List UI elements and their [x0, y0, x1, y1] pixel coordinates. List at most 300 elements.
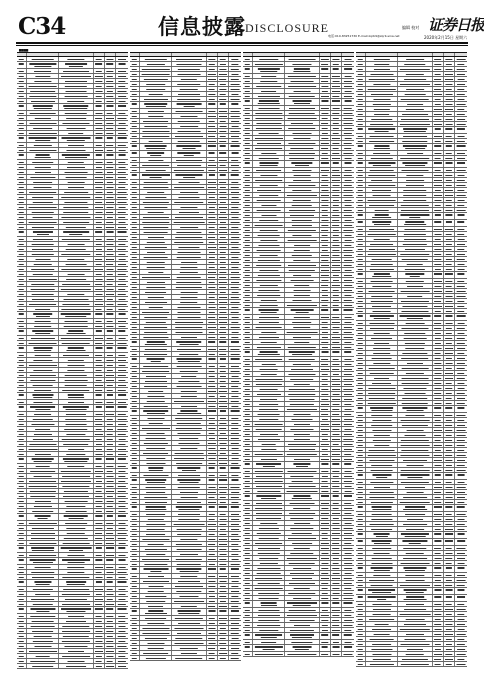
table-cell	[433, 178, 444, 182]
cell-text-mark	[293, 337, 311, 339]
table-cell	[253, 156, 285, 160]
cell-text-mark	[344, 538, 352, 540]
cell-text-mark	[232, 638, 239, 640]
cell-text-mark	[118, 76, 126, 78]
table-cell	[94, 363, 105, 367]
cell-text-mark	[293, 260, 310, 262]
table-cell	[320, 178, 331, 182]
cell-text-mark	[219, 643, 227, 645]
cell-text-mark	[144, 207, 167, 209]
cell-text-mark	[208, 282, 215, 284]
table-cell	[27, 272, 59, 276]
table-cell	[140, 537, 172, 541]
cell-text-mark	[344, 68, 352, 70]
cell-text-mark	[35, 309, 51, 311]
cell-text-mark	[132, 94, 136, 96]
table-cell	[172, 473, 206, 477]
table-cell	[105, 388, 116, 392]
table-cell	[342, 141, 354, 145]
table-cell	[320, 618, 331, 622]
cell-text-mark	[258, 620, 279, 622]
cell-text-mark	[245, 59, 249, 61]
table-cell	[17, 237, 27, 241]
table-cell	[342, 79, 354, 83]
cell-text-mark	[67, 274, 84, 276]
cell-text-mark	[332, 593, 339, 595]
cell-text-mark	[150, 361, 161, 362]
cell-text-mark	[146, 64, 164, 66]
cell-text-mark	[333, 300, 339, 302]
table-cell	[130, 225, 140, 229]
cell-text-mark	[403, 128, 427, 130]
cell-text-mark	[434, 185, 442, 187]
cell-text-mark	[68, 402, 84, 404]
table-cell	[17, 277, 27, 281]
table-cell	[331, 531, 342, 535]
cell-text-mark	[219, 623, 227, 625]
cell-text-mark	[33, 128, 53, 130]
table-cell	[285, 645, 319, 651]
cell-text-mark	[68, 347, 84, 349]
cell-text-mark	[256, 123, 281, 125]
cell-text-mark	[118, 254, 125, 256]
table-cell	[94, 654, 105, 658]
cell-text-mark	[106, 264, 114, 266]
cell-text-mark	[358, 170, 362, 172]
table-cell	[331, 258, 342, 262]
cell-text-mark	[320, 528, 328, 530]
cell-text-mark	[66, 227, 86, 229]
cell-text-mark	[19, 299, 23, 301]
table-cell	[27, 469, 59, 473]
cell-text-mark	[332, 491, 339, 493]
cell-text-mark	[321, 162, 329, 164]
cell-text-mark	[321, 523, 329, 525]
table-cell	[105, 148, 116, 152]
cell-text-mark	[219, 131, 226, 133]
table-cell	[105, 126, 116, 130]
cell-text-mark	[245, 424, 249, 426]
cell-text-mark	[219, 287, 227, 289]
cell-text-mark	[321, 543, 329, 545]
cell-text-mark	[118, 466, 127, 468]
cell-text-mark	[321, 553, 328, 555]
cell-text-mark	[132, 559, 136, 561]
table-cell	[320, 350, 331, 356]
table-cell	[94, 592, 105, 596]
table-cell	[116, 629, 128, 633]
table-cell	[116, 190, 128, 194]
cell-text-mark	[34, 81, 51, 83]
table-cell	[207, 210, 218, 214]
table-cell	[130, 260, 140, 264]
table-cell	[218, 235, 229, 239]
cell-text-mark	[457, 109, 464, 111]
table-cell	[116, 592, 128, 596]
table-cell	[59, 329, 93, 335]
cell-text-mark	[344, 290, 352, 292]
cell-text-mark	[219, 69, 226, 71]
table-cell	[105, 494, 116, 498]
cell-text-mark	[208, 160, 215, 162]
table-cell	[229, 505, 241, 511]
cell-text-mark	[95, 375, 102, 377]
cell-text-mark	[177, 467, 200, 469]
table-cell	[105, 358, 116, 362]
table-cell	[229, 537, 241, 541]
cell-text-mark	[118, 212, 127, 214]
cell-text-mark	[208, 170, 215, 172]
table-cell	[130, 320, 140, 324]
table-cell	[243, 556, 253, 560]
table-cell	[27, 346, 59, 352]
table-cell	[105, 607, 116, 613]
table-cell	[320, 442, 331, 446]
cell-text-mark	[63, 212, 89, 214]
table-cell	[366, 62, 398, 66]
table-cell	[285, 581, 319, 585]
table-cell	[172, 364, 206, 368]
cell-text-mark	[19, 118, 23, 120]
cell-text-mark	[95, 105, 102, 107]
cell-text-mark	[368, 128, 396, 130]
table-cell	[218, 451, 229, 455]
cell-text-mark	[257, 275, 279, 277]
cell-text-mark	[96, 666, 102, 668]
table-cell	[243, 62, 253, 66]
cell-text-mark	[208, 514, 214, 516]
cell-text-mark	[209, 596, 215, 598]
table-cell	[59, 74, 93, 78]
table-cell	[172, 97, 206, 101]
table-cell	[172, 265, 206, 269]
table-cell	[320, 248, 331, 252]
cell-text-mark	[148, 141, 163, 143]
table-cell	[94, 200, 105, 204]
cell-text-mark	[260, 602, 277, 604]
cell-text-mark	[208, 643, 215, 645]
table-cell	[130, 168, 140, 172]
table-cell	[116, 353, 128, 357]
table-cell	[17, 267, 27, 271]
cell-text-mark	[289, 270, 315, 272]
cell-text-mark	[219, 519, 226, 521]
cell-text-mark	[208, 653, 215, 655]
cell-text-mark	[208, 381, 215, 383]
cell-text-mark	[107, 444, 113, 446]
table-cell	[218, 275, 229, 279]
cell-text-mark	[245, 108, 249, 110]
table-cell	[218, 168, 229, 172]
cell-text-mark	[294, 245, 310, 247]
cell-text-mark	[245, 598, 249, 600]
cell-text-mark	[245, 359, 249, 361]
table-cell	[218, 134, 229, 138]
table-cell	[243, 618, 253, 622]
cell-text-mark	[245, 332, 249, 334]
table-cell	[17, 417, 27, 421]
cell-text-mark	[176, 568, 201, 570]
table-cell	[218, 512, 229, 516]
table-cell	[243, 462, 253, 468]
table-cell	[320, 484, 331, 488]
table-cell	[140, 82, 172, 86]
table-cell	[27, 170, 59, 174]
cell-text-mark	[256, 280, 281, 282]
table-cell	[253, 168, 285, 172]
table-cell	[105, 649, 116, 653]
cell-text-mark	[332, 538, 339, 540]
cell-text-mark	[445, 109, 453, 111]
cell-text-mark	[344, 364, 351, 366]
table-cell	[17, 79, 27, 83]
table-cell	[218, 245, 229, 249]
cell-text-mark	[219, 366, 226, 368]
cell-text-mark	[117, 429, 126, 431]
cell-text-mark	[106, 187, 113, 189]
table-cell	[285, 407, 319, 411]
cell-text-mark	[321, 364, 329, 366]
table-cell	[253, 546, 285, 550]
cell-text-mark	[95, 543, 103, 545]
table-cell	[444, 168, 455, 172]
cell-text-mark	[245, 508, 249, 510]
table-cell	[229, 394, 241, 398]
cell-text-mark	[95, 523, 102, 525]
table-cell	[27, 580, 59, 586]
table-cell	[207, 92, 218, 96]
cell-text-mark	[132, 443, 136, 445]
cell-text-mark	[19, 604, 23, 606]
cell-text-mark	[321, 602, 328, 604]
cell-text-mark	[67, 365, 84, 367]
cell-text-mark	[261, 444, 276, 446]
cell-text-mark	[64, 515, 89, 517]
cell-text-mark	[219, 549, 226, 551]
cell-text-mark	[208, 467, 215, 469]
table-cell	[253, 571, 285, 575]
cell-text-mark	[106, 406, 114, 408]
cell-text-mark	[333, 128, 339, 130]
cell-text-mark	[143, 366, 169, 368]
table-cell	[172, 579, 206, 583]
table-cell	[331, 308, 342, 314]
cell-text-mark	[245, 280, 249, 282]
table-cell	[59, 121, 93, 125]
table-cell	[285, 308, 319, 314]
table-cell	[243, 57, 253, 61]
cell-text-mark	[208, 354, 214, 356]
cell-text-mark	[344, 180, 351, 182]
cell-text-mark	[231, 59, 238, 61]
cell-text-mark	[219, 638, 226, 640]
table-cell	[320, 511, 331, 515]
cell-text-mark	[31, 424, 54, 426]
cell-text-mark	[132, 433, 136, 435]
cell-text-mark	[19, 365, 23, 367]
cell-text-mark	[245, 250, 249, 252]
cell-text-mark	[333, 558, 339, 560]
table-cell	[207, 82, 218, 86]
table-cell	[59, 205, 93, 209]
cell-text-mark	[344, 59, 351, 61]
cell-text-mark	[231, 174, 240, 176]
table-cell	[17, 252, 27, 256]
table-cell	[140, 280, 172, 284]
table-cell	[444, 102, 455, 106]
cell-text-mark	[445, 185, 451, 187]
cell-text-mark	[132, 610, 136, 612]
table-cell	[94, 225, 105, 229]
table-cell	[172, 77, 206, 81]
table-cell	[342, 238, 354, 242]
cell-text-mark	[106, 154, 113, 156]
table-cell	[17, 412, 27, 416]
table-cell	[320, 581, 331, 585]
table-cell	[285, 367, 319, 371]
table-cell	[207, 426, 218, 430]
table-cell	[27, 412, 59, 416]
cell-text-mark	[370, 158, 392, 160]
table-cell	[218, 347, 229, 351]
table-cell	[59, 272, 93, 276]
cell-text-mark	[32, 577, 54, 579]
table-cell	[285, 516, 319, 520]
cell-text-mark	[67, 370, 84, 372]
table-cell	[59, 383, 93, 387]
cell-text-mark	[231, 282, 239, 284]
cell-text-mark	[245, 646, 249, 648]
table-cell	[59, 307, 93, 311]
cell-text-mark	[358, 175, 362, 177]
table-cell	[218, 77, 229, 81]
table-cell	[140, 245, 172, 249]
cell-text-mark	[261, 364, 275, 366]
cell-text-mark	[118, 162, 125, 164]
cell-text-mark	[145, 509, 166, 510]
table-cell	[320, 521, 331, 525]
table-cell	[342, 330, 354, 334]
cell-text-mark	[19, 506, 23, 508]
table-cell	[59, 489, 93, 493]
table-cell	[285, 474, 319, 478]
cell-text-mark	[258, 158, 278, 160]
table-cell	[207, 656, 218, 660]
table-cell	[116, 388, 128, 392]
table-cell	[116, 614, 128, 618]
cell-text-mark	[143, 581, 169, 583]
table-cell	[105, 220, 116, 224]
table-cell	[105, 437, 116, 441]
cell-text-mark	[343, 190, 352, 192]
table-cell	[229, 255, 241, 259]
cell-text-mark	[180, 492, 198, 494]
table-cell	[285, 628, 319, 632]
cell-text-mark	[358, 69, 362, 71]
cell-text-mark	[445, 59, 452, 61]
cell-text-mark	[67, 562, 84, 563]
table-cell	[243, 233, 253, 237]
cell-text-mark	[180, 192, 198, 194]
table-cell	[94, 297, 105, 301]
cell-text-mark	[146, 242, 164, 244]
cell-text-mark	[144, 349, 166, 351]
cell-text-mark	[344, 332, 352, 334]
table-cell	[229, 275, 241, 279]
cell-text-mark	[145, 487, 166, 489]
table-cell	[366, 173, 398, 177]
table-cell	[433, 151, 444, 155]
cell-text-mark	[106, 347, 113, 349]
table-cell	[94, 565, 105, 569]
cell-text-mark	[255, 359, 283, 361]
table-cell	[17, 225, 27, 229]
cell-text-mark	[106, 326, 113, 328]
table-cell	[342, 546, 354, 550]
table-cell	[218, 621, 229, 625]
table-cell	[172, 240, 206, 244]
cell-text-mark	[220, 187, 226, 189]
cell-text-mark	[344, 513, 351, 515]
table-row	[17, 153, 128, 160]
cell-text-mark	[147, 297, 163, 299]
cell-text-mark	[358, 124, 362, 126]
cell-text-mark	[174, 628, 203, 630]
cell-text-mark	[61, 137, 90, 139]
cell-text-mark	[117, 197, 126, 199]
table-cell	[27, 494, 59, 498]
table-cell	[433, 156, 444, 160]
section-title-english: DISCLOSURE	[245, 21, 329, 36]
table-cell	[17, 383, 27, 387]
cell-text-mark	[29, 192, 57, 194]
cell-text-mark	[132, 207, 136, 209]
table-cell	[27, 277, 59, 281]
table-cell	[218, 200, 229, 204]
cell-text-mark	[343, 195, 352, 197]
table-cell	[229, 374, 241, 378]
cell-text-mark	[434, 136, 442, 138]
table-cell	[218, 651, 229, 655]
cell-text-mark	[177, 549, 202, 551]
table-cell	[172, 134, 206, 138]
table-cell	[105, 329, 116, 335]
cell-text-mark	[231, 170, 238, 172]
table-cell	[320, 566, 331, 570]
cell-text-mark	[261, 205, 276, 207]
cell-text-mark	[321, 634, 329, 636]
cell-text-mark	[118, 222, 125, 224]
table-cell	[331, 218, 342, 222]
table-cell	[285, 596, 319, 600]
table-cell	[320, 489, 331, 493]
table-cell	[27, 329, 59, 335]
table-cell	[105, 447, 116, 451]
cell-text-mark	[219, 217, 227, 219]
cell-text-mark	[258, 548, 280, 550]
cell-text-mark	[95, 96, 102, 98]
table-cell	[342, 633, 354, 639]
cell-text-mark	[175, 586, 203, 588]
cell-text-mark	[132, 131, 136, 133]
cell-text-mark	[260, 240, 277, 242]
table-cell	[320, 596, 331, 600]
table-cell	[172, 168, 206, 172]
table-cell	[320, 432, 331, 436]
cell-text-mark	[132, 349, 136, 351]
cell-text-mark	[132, 174, 136, 176]
cell-text-mark	[19, 646, 23, 648]
